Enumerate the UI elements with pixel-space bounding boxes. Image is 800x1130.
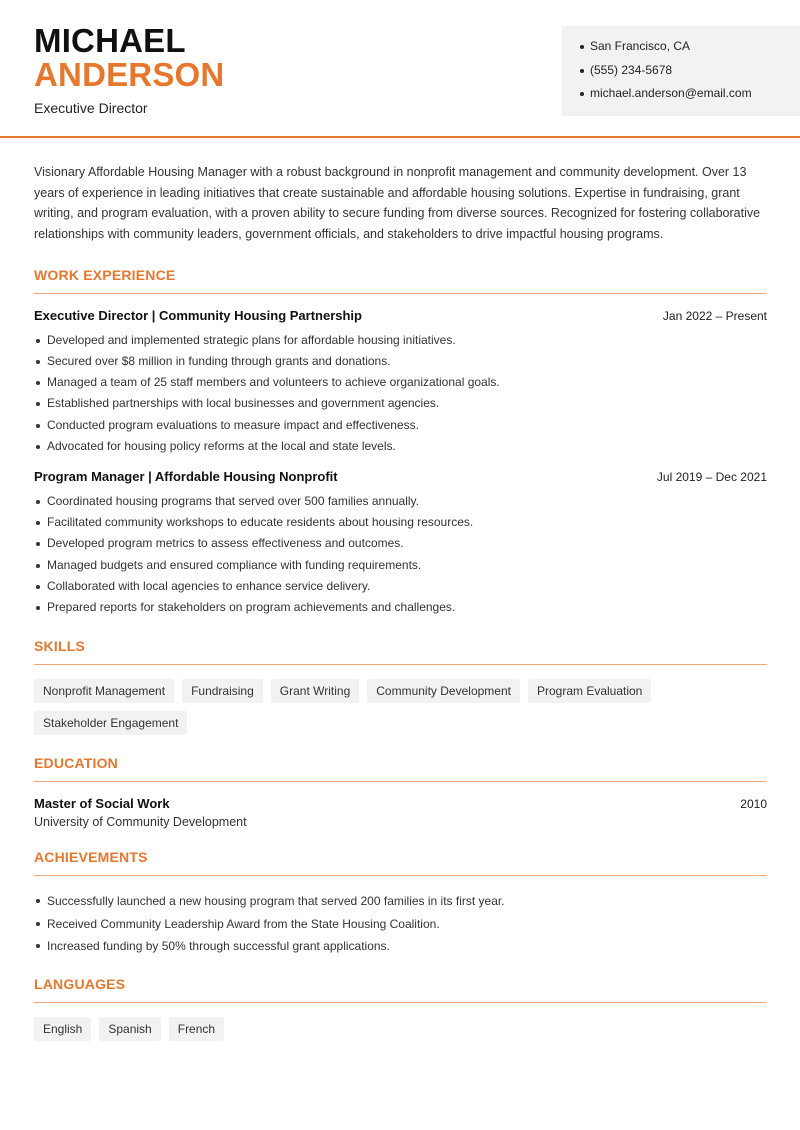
section-title-work: WORK EXPERIENCE — [34, 267, 767, 294]
contact-email: michael.anderson@email.com — [580, 85, 800, 109]
achievements-section — [34, 849, 767, 958]
last-name: ANDERSON — [34, 56, 225, 93]
list-item: Developed program metrics to assess effectiveness and outcomes. — [34, 533, 767, 554]
list-item: Advocated for housing policy reforms at the local and state levels. — [34, 436, 767, 457]
language-tag: English — [34, 1017, 91, 1041]
skill-tag: Program Evaluation — [528, 679, 651, 703]
job-bullets — [34, 491, 767, 618]
list-item: Conducted program evaluations to measure impact and effectiveness. — [34, 415, 767, 436]
list-item: Developed and implemented strategic plans for affordable housing initiatives. — [34, 330, 767, 351]
list-item: Collaborated with local agencies to enhance service delivery. — [34, 576, 767, 597]
language-tag: French — [169, 1017, 224, 1041]
language-tag: Spanish — [99, 1017, 160, 1041]
school-name: University of Community Development — [34, 815, 247, 830]
contact-phone: (555) 234-5678 — [580, 62, 800, 86]
skills-section — [34, 638, 767, 735]
language-tags — [34, 1017, 767, 1041]
resume-header — [0, 0, 800, 138]
skill-tags — [34, 679, 767, 735]
languages-section — [34, 976, 767, 1041]
summary: Visionary Affordable Housing Manager with a robust background in nonprofit management and community development. Over 13 years of experience in leading initiatives that create sustainable and affordable housing solutions. Expertise in fundraising, grant writing, and program evaluation, with a proven ability to secure funding from diverse sources. Recognized for fostering collaborative relationships with community leaders, government officials, and stakeholders to drive impactful housing programs. — [34, 165, 761, 242]
list-item: Managed a team of 25 staff members and volunteers to achieve organizational goals. — [34, 372, 767, 393]
work-experience-section — [34, 267, 767, 618]
contact-location: San Francisco, CA — [580, 38, 800, 62]
list-item: Secured over $8 million in funding through grants and donations. — [34, 351, 767, 372]
job-title: Executive Director — [34, 100, 148, 116]
achievement-list — [34, 890, 767, 958]
section-title-achievements: ACHIEVEMENTS — [34, 849, 767, 876]
list-item: Established partnerships with local businesses and government agencies. — [34, 393, 767, 414]
first-name: MICHAEL — [34, 22, 186, 59]
skill-tag: Stakeholder Engagement — [34, 711, 187, 735]
job-entry — [34, 308, 767, 457]
job-role: Executive Director | Community Housing Partnership — [34, 307, 362, 323]
list-item: Increased funding by 50% through successful grant applications. — [34, 935, 767, 958]
list-item: Coordinated housing programs that served over 500 families annually. — [34, 491, 767, 512]
job-bullets — [34, 330, 767, 457]
list-item: Prepared reports for stakeholders on program achievements and challenges. — [34, 597, 767, 618]
list-item: Received Community Leadership Award from the State Housing Coalition. — [34, 913, 767, 936]
list-item: Successfully launched a new housing program that served 200 families in its first year. — [34, 890, 767, 913]
section-title-skills: SKILLS — [34, 638, 767, 665]
section-title-education: EDUCATION — [34, 755, 767, 782]
candidate-name — [34, 24, 224, 92]
contact-box — [562, 26, 800, 116]
education-section — [34, 755, 767, 829]
resume-body — [34, 162, 767, 1041]
graduation-year: 2010 — [740, 797, 767, 812]
job-entry — [34, 469, 767, 618]
section-title-languages: LANGUAGES — [34, 976, 767, 1003]
list-item: Managed budgets and ensured compliance with funding requirements. — [34, 555, 767, 576]
list-item: Facilitated community workshops to educate residents about housing resources. — [34, 512, 767, 533]
job-dates: Jan 2022 – Present — [662, 308, 767, 323]
degree: Master of Social Work — [34, 796, 170, 812]
skill-tag: Grant Writing — [271, 679, 359, 703]
job-role: Program Manager | Affordable Housing Nonprofit — [34, 469, 338, 485]
skill-tag: Community Development — [367, 679, 520, 703]
skill-tag: Fundraising — [182, 679, 263, 703]
job-dates: Jul 2019 – Dec 2021 — [656, 470, 767, 485]
skill-tag: Nonprofit Management — [34, 679, 174, 703]
